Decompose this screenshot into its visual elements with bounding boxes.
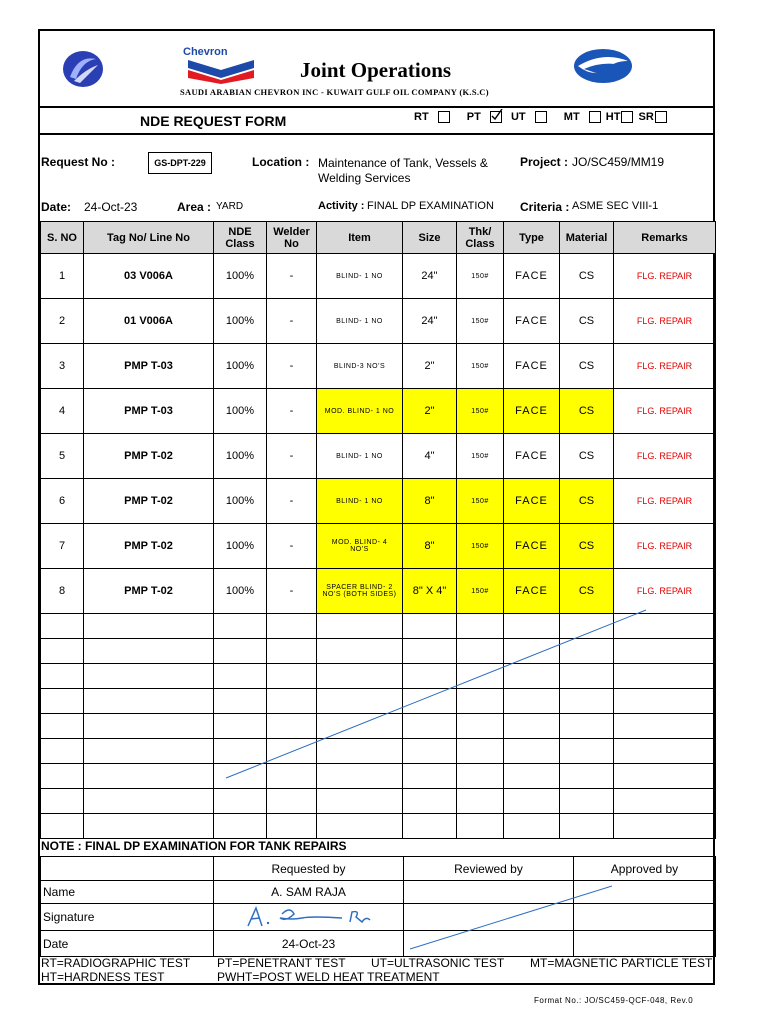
cell-thk: 150#	[457, 569, 504, 614]
empty-cell	[84, 814, 214, 839]
col-remarks: Remarks	[614, 222, 716, 254]
cell-size: 8" X 4"	[403, 569, 457, 614]
empty-cell	[457, 739, 504, 764]
cell-remarks: FLG. REPAIR	[614, 254, 716, 299]
empty-cell	[317, 639, 403, 664]
cell-type: FACE	[504, 389, 560, 434]
cell-welder: -	[267, 434, 317, 479]
empty-cell	[214, 764, 267, 789]
empty-cell	[403, 764, 457, 789]
cell-material: CS	[560, 389, 614, 434]
method-sr[interactable]: SR	[639, 111, 667, 123]
empty-cell	[560, 664, 614, 689]
method-rt[interactable]: RT	[414, 111, 450, 123]
reviewed-by-signature	[404, 904, 574, 931]
requested-by-name: A. SAM RAJA	[214, 881, 404, 904]
method-ut[interactable]: UT	[511, 111, 547, 123]
empty-cell	[317, 664, 403, 689]
cell-thk: 150#	[457, 299, 504, 344]
empty-row	[41, 789, 716, 814]
cell-remarks: FLG. REPAIR	[614, 569, 716, 614]
col-nde: NDE Class	[214, 222, 267, 254]
cell-nde: 100%	[214, 389, 267, 434]
cell-item	[317, 299, 403, 344]
cell-welder: -	[267, 479, 317, 524]
signature-label: Signature	[41, 904, 214, 931]
empty-cell	[457, 639, 504, 664]
empty-cell	[84, 614, 214, 639]
cell-remarks: FLG. REPAIR	[614, 479, 716, 524]
empty-cell	[614, 639, 716, 664]
col-tag: Tag No/ Line No	[84, 222, 214, 254]
empty-cell	[317, 814, 403, 839]
empty-cell	[614, 764, 716, 789]
table-row	[41, 434, 716, 479]
cell-type: FACE	[504, 344, 560, 389]
item-line1: BLIND- 1 NO	[336, 272, 383, 280]
empty-cell	[457, 714, 504, 739]
cell-remarks: FLG. REPAIR	[614, 344, 716, 389]
cell-thk: 150#	[457, 479, 504, 524]
checkbox-ut[interactable]	[535, 111, 547, 123]
empty-cell	[504, 714, 560, 739]
empty-cell	[214, 714, 267, 739]
col-type: Type	[504, 222, 560, 254]
empty-cell	[614, 789, 716, 814]
cell-nde: 100%	[214, 524, 267, 569]
empty-cell	[614, 689, 716, 714]
cell-material: CS	[560, 569, 614, 614]
item-line1: BLIND- 1 NO	[336, 497, 383, 505]
empty-cell	[84, 714, 214, 739]
empty-cell	[214, 789, 267, 814]
cell-item	[317, 524, 403, 569]
empty-row	[41, 814, 716, 839]
empty-cell	[317, 714, 403, 739]
cell-nde: 100%	[214, 479, 267, 524]
requested-by-label: Requested by	[214, 857, 404, 881]
empty-cell	[84, 639, 214, 664]
checkbox-mt[interactable]	[589, 111, 601, 123]
cell-type: FACE	[504, 299, 560, 344]
cell-welder: -	[267, 344, 317, 389]
cell-nde: 100%	[214, 569, 267, 614]
cell-material: CS	[560, 524, 614, 569]
header-title: Joint Operations	[300, 58, 452, 82]
col-thk: Thk/ Class	[457, 222, 504, 254]
item-line1: BLIND-3 NO'S	[333, 362, 386, 370]
cell-sno: 3	[41, 344, 84, 389]
empty-cell	[84, 789, 214, 814]
empty-cell	[614, 614, 716, 639]
empty-cell	[403, 614, 457, 639]
signoff-blank	[41, 857, 214, 881]
empty-cell	[614, 664, 716, 689]
method-pt[interactable]: PT	[467, 111, 502, 123]
reviewed-by-name	[404, 881, 574, 904]
swirl-logo-icon	[60, 47, 106, 91]
cell-remarks: FLG. REPAIR	[614, 434, 716, 479]
empty-cell	[267, 814, 317, 839]
empty-cell	[41, 664, 84, 689]
cell-item	[317, 254, 403, 299]
method-ht[interactable]: HT	[606, 111, 634, 123]
col-sno: S. NO	[41, 222, 84, 254]
table-row	[41, 479, 716, 524]
signature-icon	[242, 906, 392, 930]
cell-sno: 7	[41, 524, 84, 569]
checkbox-pt[interactable]	[490, 111, 502, 123]
kgoc-logo-icon	[572, 47, 634, 85]
cell-item	[317, 569, 403, 614]
empty-cell	[504, 739, 560, 764]
cell-welder: -	[267, 254, 317, 299]
cell-size: 8"	[403, 524, 457, 569]
activity-label: Activity :	[318, 200, 365, 212]
cell-size: 24"	[403, 299, 457, 344]
cell-tag: 03 V006A	[84, 254, 214, 299]
date-label: Date:	[41, 200, 72, 214]
checkbox-ht[interactable]	[621, 111, 633, 123]
table-row	[41, 569, 716, 614]
empty-cell	[614, 739, 716, 764]
approved-by-date	[574, 931, 716, 957]
cell-nde: 100%	[214, 344, 267, 389]
cell-item	[317, 479, 403, 524]
empty-row	[41, 739, 716, 764]
divider	[38, 133, 715, 135]
approved-by-signature	[574, 904, 716, 931]
cell-material: CS	[560, 434, 614, 479]
empty-cell	[560, 814, 614, 839]
col-material: Material	[560, 222, 614, 254]
approved-by-name	[574, 881, 716, 904]
item-line1: BLIND- 1 NO	[336, 452, 383, 460]
reviewed-by-date	[404, 931, 574, 957]
empty-cell	[457, 664, 504, 689]
cell-thk: 150#	[457, 344, 504, 389]
cell-material: CS	[560, 479, 614, 524]
empty-cell	[457, 614, 504, 639]
item-line1: MOD. BLIND- 1 NO	[324, 407, 395, 415]
empty-cell	[403, 664, 457, 689]
empty-cell	[214, 689, 267, 714]
cell-thk: 150#	[457, 524, 504, 569]
cell-type: FACE	[504, 524, 560, 569]
empty-cell	[267, 639, 317, 664]
empty-row	[41, 639, 716, 664]
checkbox-sr[interactable]	[655, 111, 667, 123]
empty-cell	[41, 789, 84, 814]
location-line2: Welding Services	[318, 171, 411, 185]
item-line2: NO'S (BOTH SIDES)	[322, 591, 397, 598]
empty-cell	[457, 764, 504, 789]
table-row	[41, 524, 716, 569]
reviewed-by-label: Reviewed by	[404, 857, 574, 881]
empty-cell	[504, 639, 560, 664]
empty-cell	[504, 664, 560, 689]
cell-nde: 100%	[214, 299, 267, 344]
empty-cell	[560, 614, 614, 639]
table-row	[41, 299, 716, 344]
empty-cell	[560, 739, 614, 764]
legend-pt: PT=PENETRANT TEST	[217, 956, 346, 970]
cell-tag: 01 V006A	[84, 299, 214, 344]
method-mt[interactable]: MT	[564, 111, 601, 123]
activity-value: FINAL DP EXAMINATION	[367, 200, 494, 212]
note-text: NOTE : FINAL DP EXAMINATION FOR TANK REPAIRS	[41, 839, 347, 853]
cell-tag: PMP T-03	[84, 344, 214, 389]
empty-cell	[41, 739, 84, 764]
criteria-label: Criteria :	[520, 200, 570, 214]
empty-cell	[317, 689, 403, 714]
empty-row	[41, 714, 716, 739]
cell-size: 8"	[403, 479, 457, 524]
empty-cell	[560, 789, 614, 814]
empty-cell	[403, 789, 457, 814]
empty-row	[41, 689, 716, 714]
empty-cell	[403, 639, 457, 664]
table-header-row	[41, 222, 716, 254]
cell-sno: 1	[41, 254, 84, 299]
empty-cell	[214, 814, 267, 839]
empty-cell	[560, 639, 614, 664]
item-line1: BLIND- 1 NO	[336, 317, 383, 325]
empty-cell	[560, 689, 614, 714]
date-value: 24-Oct-23	[84, 200, 138, 214]
cell-welder: -	[267, 524, 317, 569]
cell-size: 2"	[403, 389, 457, 434]
empty-cell	[317, 739, 403, 764]
requested-by-date: 24-Oct-23	[214, 931, 404, 957]
cell-sno: 8	[41, 569, 84, 614]
approved-by-label: Approved by	[574, 857, 716, 881]
nde-table	[40, 221, 716, 839]
request-no-value: GS-DPT-229	[148, 152, 212, 174]
empty-cell	[504, 764, 560, 789]
cell-item	[317, 389, 403, 434]
format-number: Format No.: JO/SC459-QCF-048, Rev.0	[534, 996, 694, 1005]
cell-tag: PMP T-02	[84, 479, 214, 524]
cell-thk: 150#	[457, 434, 504, 479]
empty-cell	[267, 689, 317, 714]
empty-cell	[84, 664, 214, 689]
empty-cell	[403, 714, 457, 739]
cell-size: 2"	[403, 344, 457, 389]
cell-type: FACE	[504, 254, 560, 299]
empty-cell	[41, 764, 84, 789]
empty-cell	[317, 789, 403, 814]
cell-remarks: FLG. REPAIR	[614, 299, 716, 344]
cell-nde: 100%	[214, 254, 267, 299]
legend-ut: UT=ULTRASONIC TEST	[371, 956, 505, 970]
empty-cell	[403, 814, 457, 839]
cell-welder: -	[267, 389, 317, 434]
cell-size: 24"	[403, 254, 457, 299]
empty-cell	[41, 689, 84, 714]
cell-welder: -	[267, 299, 317, 344]
project-label: Project :	[520, 155, 569, 169]
name-label: Name	[41, 881, 214, 904]
legend-rt: RT=RADIOGRAPHIC TEST	[41, 956, 191, 970]
empty-cell	[504, 614, 560, 639]
empty-cell	[41, 814, 84, 839]
signoff-table	[40, 856, 716, 957]
table-row	[41, 389, 716, 434]
item-line1: SPACER BLIND- 2	[326, 584, 393, 591]
divider	[38, 106, 715, 108]
criteria-value: ASME SEC VIII-1	[572, 200, 659, 212]
empty-cell	[41, 714, 84, 739]
cell-type: FACE	[504, 569, 560, 614]
form-title: NDE REQUEST FORM	[140, 113, 287, 129]
empty-cell	[504, 689, 560, 714]
empty-cell	[504, 814, 560, 839]
cell-nde: 100%	[214, 434, 267, 479]
check-icon	[491, 109, 503, 121]
col-size: Size	[403, 222, 457, 254]
cell-sno: 2	[41, 299, 84, 344]
cell-material: CS	[560, 299, 614, 344]
area-label: Area :	[177, 200, 212, 214]
location-label: Location :	[252, 155, 310, 169]
empty-cell	[84, 739, 214, 764]
empty-cell	[84, 689, 214, 714]
empty-cell	[267, 764, 317, 789]
method-checkboxes	[414, 111, 667, 123]
request-no-label: Request No :	[41, 155, 116, 169]
cell-thk: 150#	[457, 389, 504, 434]
area-value: YARD	[216, 201, 244, 212]
empty-cell	[214, 639, 267, 664]
empty-cell	[403, 739, 457, 764]
empty-cell	[84, 764, 214, 789]
legend-pwht: PWHT=POST WELD HEAT TREATMENT	[217, 970, 440, 984]
requested-by-signature	[214, 904, 404, 931]
cell-material: CS	[560, 344, 614, 389]
empty-row	[41, 614, 716, 639]
cell-sno: 6	[41, 479, 84, 524]
location-line1: Maintenance of Tank, Vessels &	[318, 156, 488, 170]
cell-remarks: FLG. REPAIR	[614, 389, 716, 434]
empty-cell	[317, 764, 403, 789]
empty-cell	[41, 639, 84, 664]
empty-cell	[214, 614, 267, 639]
empty-cell	[317, 614, 403, 639]
empty-cell	[560, 714, 614, 739]
empty-cell	[214, 739, 267, 764]
empty-cell	[267, 739, 317, 764]
empty-cell	[504, 789, 560, 814]
empty-cell	[560, 764, 614, 789]
cell-type: FACE	[504, 434, 560, 479]
cell-type: FACE	[504, 479, 560, 524]
cell-tag: PMP T-03	[84, 389, 214, 434]
empty-cell	[403, 689, 457, 714]
legend-ht: HT=HARDNESS TEST	[41, 970, 165, 984]
empty-cell	[614, 814, 716, 839]
table-row	[41, 254, 716, 299]
table-row	[41, 344, 716, 389]
header-subtitle: SAUDI ARABIAN CHEVRON INC - KUWAIT GULF OIL COMPANY (K.S.C)	[180, 87, 489, 97]
legend-mt: MT=MAGNETIC PARTICLE TEST	[530, 956, 713, 970]
cell-item	[317, 344, 403, 389]
empty-cell	[41, 614, 84, 639]
cell-remarks: FLG. REPAIR	[614, 524, 716, 569]
cell-sno: 4	[41, 389, 84, 434]
empty-cell	[267, 789, 317, 814]
empty-cell	[214, 664, 267, 689]
item-line1: MOD. BLIND- 4	[331, 539, 388, 546]
cell-sno: 5	[41, 434, 84, 479]
cell-welder: -	[267, 569, 317, 614]
cell-tag: PMP T-02	[84, 434, 214, 479]
empty-cell	[267, 614, 317, 639]
empty-cell	[457, 689, 504, 714]
empty-cell	[457, 789, 504, 814]
date-label: Date	[41, 931, 214, 957]
empty-cell	[267, 714, 317, 739]
project-value: JO/SC459/MM19	[572, 155, 665, 169]
cell-material: CS	[560, 254, 614, 299]
cell-item	[317, 434, 403, 479]
cell-size: 4"	[403, 434, 457, 479]
empty-cell	[457, 814, 504, 839]
col-welder: Welder No	[267, 222, 317, 254]
cell-tag: PMP T-02	[84, 524, 214, 569]
chevron-logo-icon	[186, 58, 256, 84]
brand-name: Chevron	[183, 46, 228, 58]
checkbox-rt[interactable]	[438, 111, 450, 123]
item-line2: NO'S	[350, 546, 369, 553]
empty-row	[41, 664, 716, 689]
empty-cell	[614, 714, 716, 739]
col-item: Item	[317, 222, 403, 254]
empty-cell	[267, 664, 317, 689]
empty-row	[41, 764, 716, 789]
cell-tag: PMP T-02	[84, 569, 214, 614]
cell-thk: 150#	[457, 254, 504, 299]
